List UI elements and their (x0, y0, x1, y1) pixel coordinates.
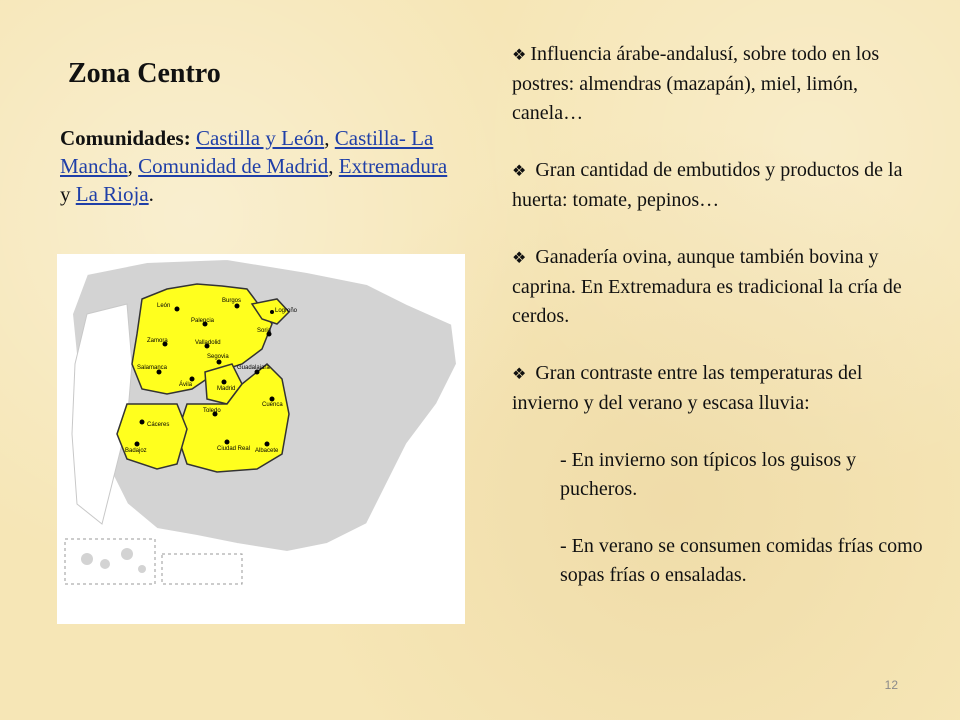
slide-title: Zona Centro (68, 58, 221, 89)
separator: , (127, 154, 139, 178)
city-label: Ciudad Real (217, 446, 251, 452)
city-label: Burgos (222, 298, 242, 304)
city-label: Salamanca (137, 365, 168, 371)
link-extremadura[interactable]: Extremadura (338, 154, 448, 178)
city-label: Toledo (203, 408, 221, 414)
city-label: Soria (257, 328, 272, 334)
spain-map-svg (57, 254, 465, 624)
separator: y (60, 182, 76, 206)
communities-paragraph (60, 124, 460, 208)
city-label: Palencia (191, 318, 215, 324)
link-la-rioja[interactable]: La Rioja (75, 182, 149, 206)
bullet-text: Gran contraste entre las temperaturas del invierno y del verano y escasa lluvia: (512, 362, 863, 414)
diamond-bullet-icon: ❖ (512, 47, 527, 64)
page-number: 12 (884, 678, 898, 692)
city-label: Zamora (147, 338, 168, 344)
bullet-item (512, 40, 932, 128)
characteristics-list (512, 40, 932, 618)
city-label: Segovia (207, 354, 229, 360)
link-castilla-leon[interactable]: Castilla y León (195, 126, 325, 150)
bullet-text: Influencia árabe-andalusí, sobre todo en los postres: almendras (mazapán), miel, limón, canela… (512, 43, 880, 124)
spain-map (57, 254, 465, 624)
diamond-bullet-icon: ❖ (512, 250, 527, 267)
bullet-item (512, 156, 932, 215)
city-label: Valladolid (195, 340, 221, 346)
city-label: Albacete (255, 448, 279, 454)
separator: , (324, 126, 335, 150)
bullet-item (512, 359, 932, 418)
bullet-item (512, 243, 932, 331)
city-label: Ávila (179, 382, 193, 388)
map-extremadura (117, 404, 187, 469)
bullet-text: Gran cantidad de embutidos y productos de la huerta: tomate, pepinos… (512, 159, 903, 211)
diamond-bullet-icon: ❖ (512, 163, 527, 180)
bullet-text: Ganadería ovina, aunque también bovina y caprina. En Extremadura es tradicional la cría de cerdos. (512, 246, 902, 327)
separator: , (328, 154, 339, 178)
city-label: Cáceres (147, 422, 170, 428)
city-label: Logroño (275, 308, 298, 314)
map-canarias-box (65, 539, 155, 584)
period: . (148, 182, 154, 206)
sub-item-winter: - En invierno son típicos los guisos y pucheros. (560, 449, 857, 500)
city-label: Cuenca (262, 402, 283, 408)
city-label: Madrid (217, 386, 236, 392)
sub-item-summer: - En verano se consumen comidas frías como sopas frías o ensaladas. (560, 535, 923, 586)
link-comunidad-madrid[interactable]: Comunidad de Madrid (138, 154, 329, 178)
city-label: Badajoz (125, 448, 147, 454)
city-label: Guadalajara (237, 365, 270, 371)
communities-label: Comunidades: (60, 126, 191, 150)
city-label: León (157, 303, 171, 309)
link-castilla-la-mancha[interactable]: Castilla- La Mancha (60, 126, 434, 178)
map-ceuta-box (162, 554, 242, 584)
diamond-bullet-icon: ❖ (512, 366, 527, 383)
